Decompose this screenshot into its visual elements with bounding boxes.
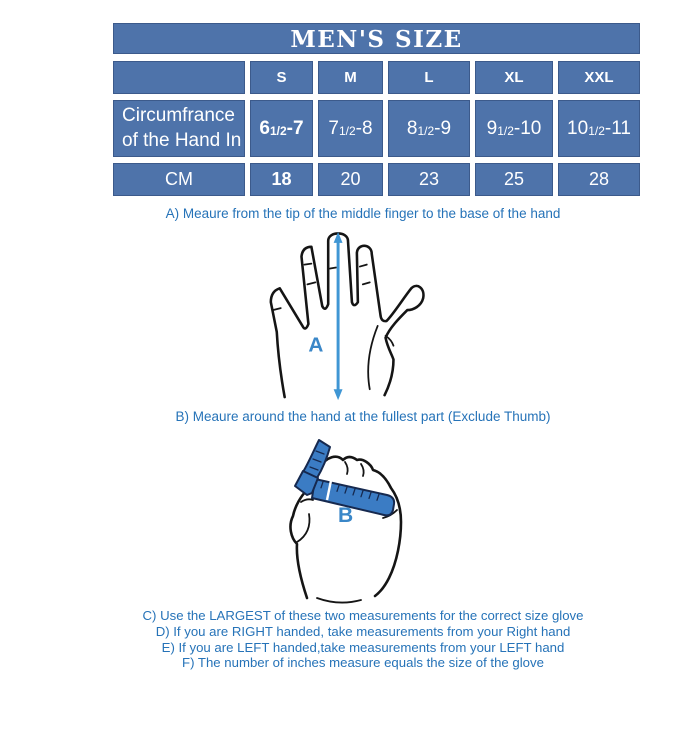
cm-value-l: 23 <box>388 163 470 196</box>
inch-value-m: 7 1/2 -8 <box>318 100 383 157</box>
inch-value-xl: 9 1/2 -10 <box>475 100 553 157</box>
cm-value-m: 20 <box>318 163 383 196</box>
instruction-b: B) Meaure around the hand at the fullest part (Exclude Thumb) <box>175 409 551 424</box>
diagram-label-b: B <box>338 504 354 527</box>
size-header-empty-cell <box>113 61 245 94</box>
cm-value-s: 18 <box>250 163 313 196</box>
size-header-xl: XL <box>475 61 553 94</box>
instruction-d: D) If you are RIGHT handed, take measurements from your Right hand <box>155 623 571 639</box>
size-header-m: M <box>318 61 383 94</box>
cm-value-xl: 25 <box>475 163 553 196</box>
size-header-xxl: XXL <box>558 61 640 94</box>
fist-circumference-diagram <box>283 438 409 604</box>
cm-row <box>113 163 640 196</box>
size-table <box>113 23 640 202</box>
inch-value-xxl: 10 1/2 -11 <box>558 100 640 157</box>
instruction-c: C) Use the LARGEST of these two measurements for the correct size glove <box>142 608 584 623</box>
hand-length-diagram <box>262 227 430 409</box>
size-header-s: S <box>250 61 313 94</box>
table-title: MEN'S SIZE <box>113 23 640 54</box>
inch-row-label: Circumfrance of the Hand In <box>113 100 245 157</box>
instruction-a: A) Meaure from the tip of the middle finger to the base of the hand <box>165 206 561 221</box>
inch-value-l: 8 1/2 -9 <box>388 100 470 157</box>
size-header-row <box>113 61 640 94</box>
inch-value-s: 6 1/2 -7 <box>250 100 313 157</box>
cm-value-xxl: 28 <box>558 163 640 196</box>
size-header-l: L <box>388 61 470 94</box>
diagram-label-a: A <box>308 333 324 357</box>
measure-arrow-a <box>334 232 343 400</box>
instruction-e: E) If you are LEFT handed,take measurements from your LEFT hand <box>161 639 565 655</box>
instruction-notes <box>26 608 700 671</box>
instruction-f: F) The number of inches measure equals the size of the glove <box>182 655 544 671</box>
cm-row-label: CM <box>113 163 245 196</box>
open-hand-illustration <box>271 233 424 397</box>
inches-row <box>113 100 640 157</box>
